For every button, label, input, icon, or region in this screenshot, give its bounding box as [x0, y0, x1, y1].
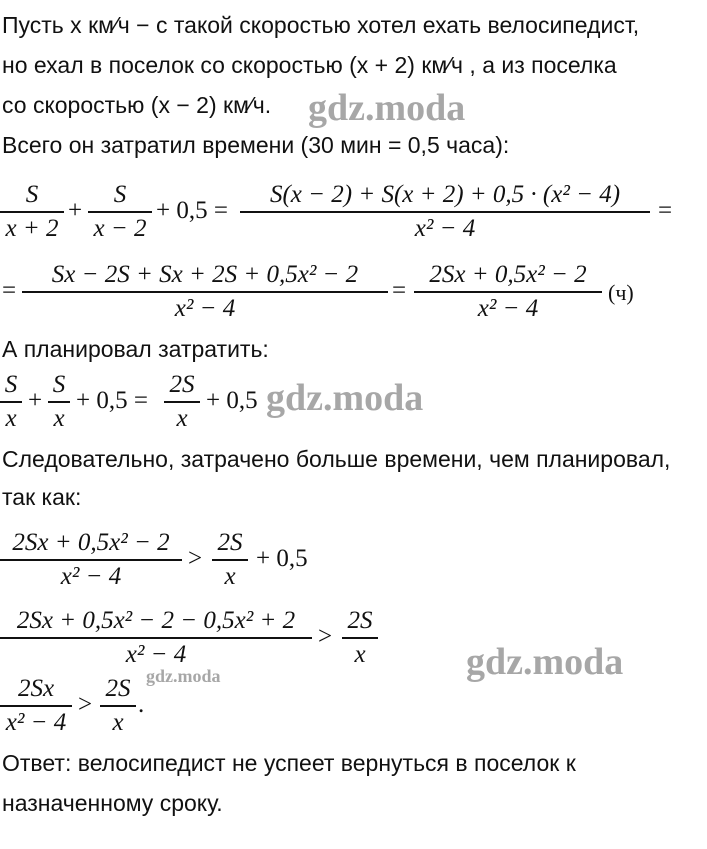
text-line-2: но ехал в поселок со скоростью (x + 2) км⁄ч , а из поселка [2, 52, 617, 78]
eq3-fraction-3: 2S x [164, 370, 200, 434]
eq1-plus-half: + 0,5 = [156, 197, 228, 224]
eq5-fraction-1: 2Sx + 0,5x² − 2 − 0,5x² + 2 x² − 4 [0, 606, 312, 670]
eq6-fraction-2: 2S x [100, 674, 136, 738]
watermark-2: gdz.moda [266, 377, 424, 419]
watermark-3: gdz.moda [466, 641, 624, 683]
eq3-tail: + 0,5 [206, 387, 258, 414]
eq1-tail: = [658, 197, 673, 224]
fraction-bar [88, 211, 152, 213]
eq3-fraction-1: S x [0, 370, 22, 434]
text-line-8: Ответ: велосипедист не успеет вернуться в поселок к [2, 750, 576, 776]
eq1-fraction-1: S x + 2 [0, 180, 64, 244]
eq2-fraction-1: Sx − 2S + Sx + 2S + 0,5x² − 2 x² − 4 [22, 260, 388, 324]
fraction-bar [414, 291, 602, 293]
fraction-bar [0, 637, 312, 639]
fraction-bar [0, 705, 72, 707]
eq6-gt: > [78, 691, 93, 718]
eq6-dot: . [138, 691, 145, 718]
watermark-4: gdz.moda [146, 666, 221, 686]
text-line-6: Следовательно, затрачено больше времени, чем планировал, [2, 446, 671, 472]
fraction-bar [0, 211, 64, 213]
fraction-bar [0, 401, 22, 403]
watermark-1: gdz.moda [308, 87, 466, 129]
eq1-fraction-3: S(x − 2) + S(x + 2) + 0,5 · (x² − 4) x² − 4 [240, 180, 650, 244]
fraction-bar [342, 637, 378, 639]
fraction-bar [22, 291, 388, 293]
text-line-5: А планировал затратить: [2, 336, 269, 362]
eq2-fraction-2: 2Sx + 0,5x² − 2 x² − 4 [414, 260, 602, 324]
eq5-fraction-2: 2S x [342, 606, 378, 670]
fraction-bar [0, 559, 182, 561]
eq1-plus-1: + [68, 197, 83, 224]
fraction-bar [240, 211, 650, 213]
text-line-9: назначенному сроку. [2, 790, 223, 816]
eq3-mid: + 0,5 = [76, 387, 148, 414]
eq4-fraction-2: 2S x [212, 528, 248, 592]
eq2-eq: = [392, 277, 407, 304]
eq1-fraction-2: S x − 2 [88, 180, 152, 244]
eq2-unit: (ч) [608, 280, 634, 305]
eq3-fraction-2: S x [48, 370, 70, 434]
eq4-gt: > [188, 545, 203, 572]
eq3-plus-1: + [28, 387, 43, 414]
text-line-1: Пусть x км⁄ч − с такой скоростью хотел ехать велосипедист, [2, 12, 640, 38]
eq5-gt: > [318, 623, 333, 650]
eq6-fraction-1: 2Sx x² − 4 [0, 674, 72, 738]
fraction-bar [212, 559, 248, 561]
text-line-7: так как: [2, 484, 82, 510]
eq4-tail: + 0,5 [256, 545, 308, 572]
fraction-bar [48, 401, 70, 403]
eq4-fraction-1: 2Sx + 0,5x² − 2 x² − 4 [0, 528, 182, 592]
text-line-4: Всего он затратил времени (30 мин = 0,5 часа): [2, 132, 510, 158]
eq2-lead: = [2, 277, 17, 304]
fraction-bar [164, 401, 200, 403]
text-line-3: со скоростью (x − 2) км⁄ч. [2, 92, 272, 118]
fraction-bar [100, 705, 136, 707]
